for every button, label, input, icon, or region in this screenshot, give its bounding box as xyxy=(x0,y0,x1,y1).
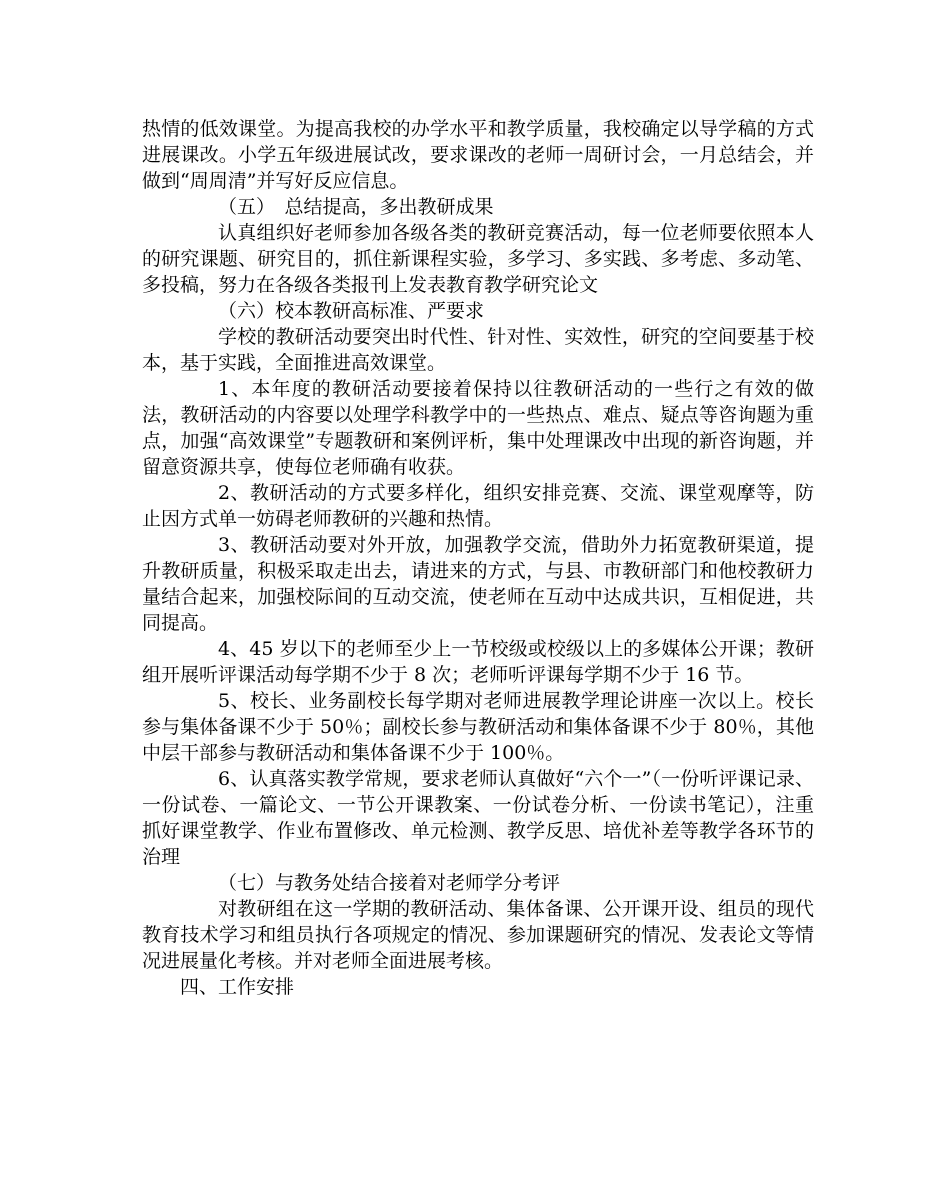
list-item-1: 1、本年度的教研活动要接着保持以往教研活动的一些行之有效的做法，教研活动的内容要以处理学科教学中的一些热点、难点、疑点等咨询题为重点，加强“高效课堂”专题教研和案例评析，集中处理课改中出现的新咨询题，并留意资源共享，使每位老师确有收获。 xyxy=(142,378,814,478)
section-heading-7: （七）与教务处结合接着对老师学分考评 xyxy=(218,872,561,894)
paragraph-section-7: 对教研组在这一学期的教研活动、集体备课、公开课开设、组员的现代教育技术学习和组员执行各项规定的情况、参加课题研究的情况、发表论文等情况进展量化考核。并对老师全面进展考核。 xyxy=(142,898,814,972)
list-item-5: 5、校长、业务副校长每学期对老师进展教学理论讲座一次以上。校长参与集体备课不少于 50％；副校长参与教研活动和集体备课不少于 80％，其他中层干部参与教研活动和集体备课不少于 100％。 xyxy=(142,690,814,764)
paragraph-intro: 热情的低效课堂。为提高我校的办学水平和教学质量，我校确定以导学稿的方式进展课改。小学五年级进展试改，要求课改的老师一周研讨会，一月总结会，并做到“周周清”并写好反应信息。 xyxy=(142,118,814,192)
list-item-4: 4、45 岁以下的老师至少上一节校级或校级以上的多媒体公开课；教研组开展听评课活动每学期不少于 8 次；老师听评课每学期不少于 16 节。 xyxy=(142,638,814,686)
list-item-3: 3、教研活动要对外开放，加强教学交流，借助外力拓宽教研渠道，提升教研质量，积极采取走出去，请进来的方式，与县、市教研部门和他校教研力量结合起来，加强校际间的互动交流，使老师在互动中达成共识，互相促进，共同提高。 xyxy=(142,534,814,634)
document-page xyxy=(142,116,814,1000)
list-item-6: 6、认真落实教学常规，要求老师认真做好“六个一”（一份听评课记录、一份试卷、一篇论文、一节公开课教案、一份试卷分析、一份读书笔记），注重抓好课堂教学、作业布置修改、单元检测、教学反思、培优补差等教学各环节的治理 xyxy=(142,768,814,868)
section-heading-6: （六）校本教研高标准、严要求 xyxy=(218,300,485,322)
list-item-2: 2、教研活动的方式要多样化，组织安排竞赛、交流、课堂观摩等，防止因方式单一妨碍老师教研的兴趣和热情。 xyxy=(142,482,814,530)
paragraph-section-6-intro: 学校的教研活动要突出时代性、针对性、实效性，研究的空间要基于校本，基于实践，全面推进高效课堂。 xyxy=(142,326,814,374)
section-heading-work-arrangement: 四、工作安排 xyxy=(180,976,295,998)
section-heading-5: （五） 总结提高，多出教研成果 xyxy=(218,196,494,218)
paragraph-section-5: 认真组织好老师参加各级各类的教研竞赛活动，每一位老师要依照本人的研究课题、研究目的，抓住新课程实验，多学习、多实践、多考虑、多动笔、多投稿，努力在各级各类报刊上发表教育教学研究论文 xyxy=(142,222,814,296)
